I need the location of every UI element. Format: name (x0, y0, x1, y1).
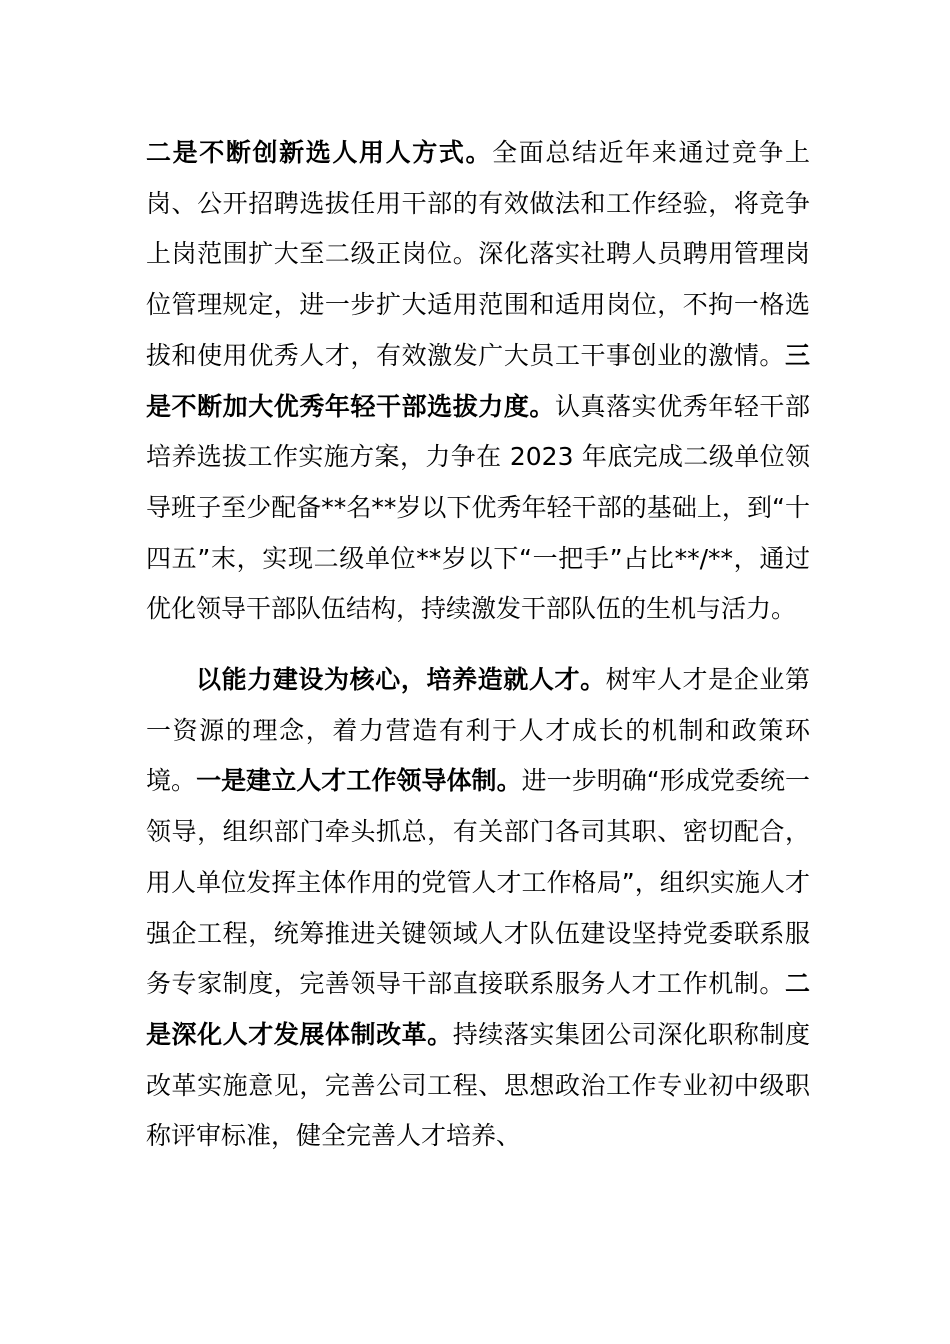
paragraph-cadre-selection (146, 128, 810, 635)
document-page (146, 128, 810, 1162)
paragraph-talent-cultivation (146, 655, 810, 1162)
heading-young-cadres: 三是不断加大优秀年轻干部选拔力度。 (146, 340, 810, 421)
heading-talent-leadership-system: 一是建立人才工作领导体制。 (196, 766, 522, 796)
body-text: 认真落实优秀年轻干部培养选拔工作实施方案，力争在 2023 年底完成二级单位领导班子至少配备**名**岁以下优秀年轻干部的基础上，到“十四五”末，实现二级单位**岁以下“一把手”占比**/**，通过优化领导干部队伍结构，持续激发干部队伍的生机与活力。 (146, 391, 810, 624)
heading-innovate-selection: 二是不断创新选人用人方式。 (146, 138, 493, 167)
body-text: 全面总结近年来通过竞争上岗、公开招聘选拔任用干部的有效做法和工作经验，将竞争上岗范围扩大至二级正岗位。深化落实社聘人员聘用管理岗位管理规定，进一步扩大适用范围和适用岗位，不拘一格选拔和使用优秀人才，有效激发广大员工干事创业的激情。 (146, 138, 810, 370)
body-text: 进一步明确“形成党委统一领导，组织部门牵头抓总，有关部门各司其职、密切配合，用人单位发挥主体作用的党管人才工作格局”，组织实施人才强企工程，统筹推进关键领域人才队伍建设坚持党委联系服务专家制度，完善领导干部直接联系服务人才工作机制。 (146, 766, 810, 999)
heading-talent-system-reform: 二是深化人才发展体制改革。 (146, 969, 810, 1049)
heading-capacity-building: 以能力建设为核心，培养造就人才。 (196, 665, 606, 695)
body-text: 持续落实集团公司深化职称制度改革实施意见，完善公司工程、思想政治工作专业初中级职称评审标准，健全完善人才培养、 (146, 1019, 810, 1151)
body-text: 树牢人才是企业第一资源的理念，着力营造有利于人才成长的机制和政策环境。 (146, 665, 810, 796)
